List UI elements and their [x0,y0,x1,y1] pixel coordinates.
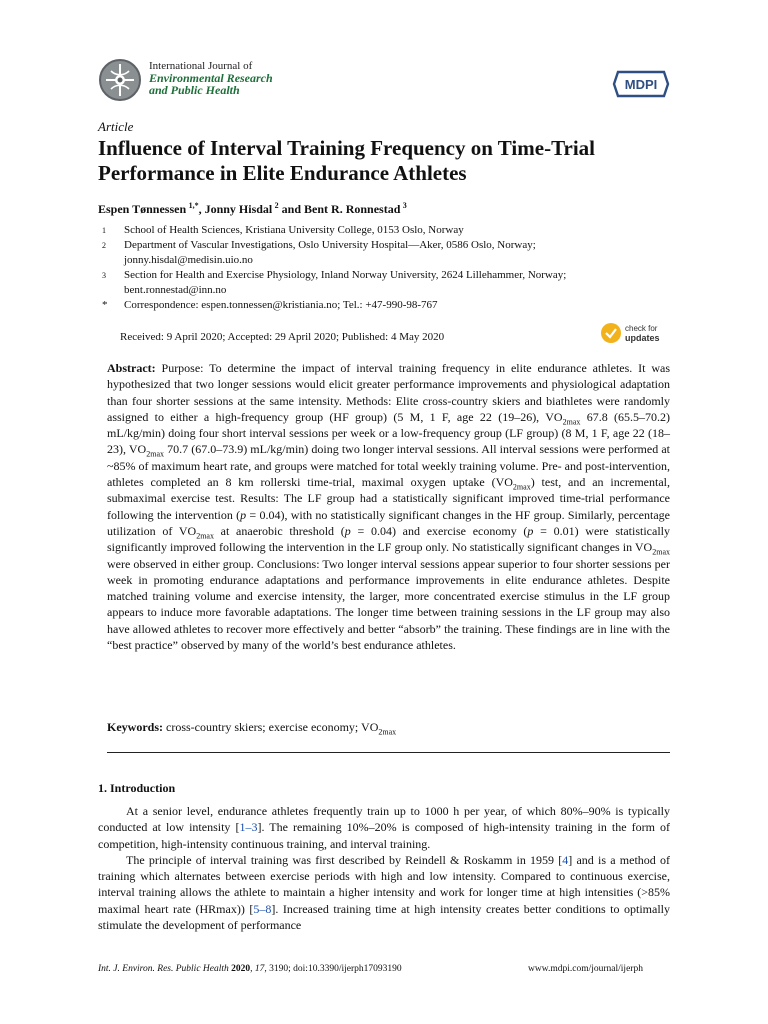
affiliation-item [102,238,662,268]
subscript: 2max [196,531,214,541]
author-name[interactable]: Jonny Hisdal [204,202,273,216]
abstract [107,360,670,653]
journal-title-line2: and Public Health [149,83,240,97]
footer-journal-abbr: Int. J. Environ. Res. Public Health [98,964,229,974]
italic-symbol: p [344,523,351,538]
journal-logo-icon [98,58,142,102]
affiliation-mark: 2 [102,241,106,250]
subscript: 2max [146,449,164,459]
footer-url-link[interactable]: www.mdpi.com/journal/ijerph [528,964,643,974]
citation-link[interactable]: 5–8 [253,901,272,916]
paragraph-text: ] and is a method of training which alternates between exercise periods with high and low intensity. Compared to continuous exercise, interval training allows the athlete to maintain a higher intensity and work for longer time at high intensities (>85% maximal heart rate (HRmax)) [ [98,852,670,916]
affiliation-text: Department of Vascular Investigations, Oslo University Hospital—Aker, 0586 Oslo, Norway; jonny.hisdal@medisin.uio.no [124,239,536,266]
abstract-label: Abstract: [107,361,156,375]
page-title: Influence of Interval Training Frequency on Time-Trial Performance in Elite Endurance Athletes [98,136,596,185]
correspondence-item [102,298,662,313]
affiliation-item [102,268,662,298]
correspondence-mark: * [102,299,108,311]
journal-name [149,60,273,96]
subscript: 2max [652,547,670,557]
paragraph-text: ]. Increased training time at high intensity creates better conditions to optimally stimulate the development of performance [98,901,670,933]
author-list [98,202,407,217]
italic-symbol: p [527,523,534,538]
section-heading: 1. Introduction [98,781,176,795]
check-updates-line2: updates [625,333,660,343]
keywords-label: Keywords: [107,720,163,734]
check-for-updates-button[interactable] [600,321,672,345]
subscript: 2max [562,417,581,427]
author-separator: , [198,202,205,216]
introduction-body [98,803,670,933]
author-name[interactable]: Espen Tønnessen [98,202,187,216]
paragraph-text: ]. The remaining 10%–20% is composed of high-intensity training in the form of competition, high-intensity continuous training, and interval training. [98,820,670,851]
journal-title-line1: Environmental Research [149,71,273,85]
author-affiliation-mark: 3 [402,201,407,210]
citation-link[interactable]: 1–3 [239,820,258,835]
author-affiliation-mark: 2 [274,201,279,210]
journal-prefix: International Journal of [149,60,253,72]
abstract-text: at anaerobic threshold ( [213,523,345,538]
abstract-text: ) test, and an incremental, submaximal exercise test. Results: The LF group had a statistically significant improved time-trial performance following the intervention ( [107,475,670,522]
article-type: Article [98,119,134,134]
section-divider [107,752,670,753]
paragraph [98,852,670,933]
abstract-text: = 0.04), with no statistically significant changes in the HF group. Similarly, percentage utilization of VO [107,507,670,538]
citation-link[interactable]: 4 [562,852,569,867]
affiliation-text: School of Health Sciences, Kristiana University College, 0153 Oslo, Norway [124,224,464,236]
abstract-text: = 0.04) and exercise economy ( [350,523,528,538]
paragraph-text: At a senior level, endurance athletes frequently train up to 1000 h per year, of which 80%–90% is typically conducted at low intensity [ [98,804,670,835]
author-separator: and [278,202,305,216]
mdpi-logo-text: MDPI [624,77,658,92]
paragraph [98,803,670,852]
author-affiliation-mark: 1,* [188,201,199,210]
affiliation-mark: 3 [102,271,106,280]
abstract-text: Purpose: To determine the impact of interval training frequency in elite endurance athletes. It was hypothesized that two longer sessions would elicit greater performance improvements and physiological adaptation than four shorter sessions at the same intensity. Methods: Elite cross-country skiers and biathletes were randomly assigned to either a high-frequency group (HF group) (5 M, 1 F, age 22 (19–26), VO [107,361,670,424]
author-name[interactable]: Bent R. Ronnestad [304,202,401,216]
footer-year: 2020 [231,964,251,974]
check-updates-icon [601,323,621,343]
keywords-text: cross-country skiers; exercise economy; VO [163,720,379,734]
footer-doi: , 3190; doi:10.3390/ijerph17093190 [264,964,402,974]
abstract-text: 70.7 (67.0–73.9) mL/kg/min) doing two longer interval sessions. All interval sessions were performed at ~85% of maximum heart rate, and groups were matched for total weekly training volume. Pre- and post-intervention, athletes completed an 8 km rollerski time-trial, maximal oxygen uptake (VO [107,442,670,490]
subscript: 2max [512,482,531,492]
italic-symbol: p [240,507,247,522]
abstract-text: were observed in either group. Conclusions: Two longer interval sessions appear superior to four shorter sessions per week in promoting endurance adaptations and performance improvements in elite endurance athletes. Despite matched training volume and exercise intensity, the larger, more concentrated exercise stimulus in the LF group appears to induce more favorable adaptations. The longer time between training sessions in the LF group may also have allowed athletes to recover more effectively and better “absorb” the training. These findings are in line with the “best practice” observed by many of the world’s best endurance athletes. [107,556,670,653]
affiliation-item [102,223,662,238]
affiliations [102,223,662,313]
check-updates-line1: check for [625,324,658,333]
subscript: 2max [378,727,397,737]
affiliation-text: Section for Health and Exercise Physiology, Inland Norway University, 2624 Lillehammer, Norway; bent.ronnestad@inn.no [124,269,567,296]
correspondence-text: Correspondence: espen.tonnessen@kristiania.no; Tel.: +47-990-98-767 [124,299,438,311]
footer-citation [98,964,402,974]
footer-volume: , 17 [250,964,265,974]
mdpi-logo [612,68,670,100]
abstract-text: 67.8 (65.5–70.2) mL/kg/min) doing four short interval sessions per week or a low-frequency group (LF group) (8 M, 1 F, age 22 (18–23), VO [107,409,670,457]
paragraph-text: The principle of interval training was first described by Reindell & Roskamm in 1959 [ [126,852,563,867]
publication-dates: Received: 9 April 2020; Accepted: 29 April 2020; Published: 4 May 2020 [120,331,445,343]
keywords [107,720,396,735]
abstract-text: = 0.01) were statistically significantly improved following the intervention in the LF group only. No statistically significant changes in VO [107,523,670,555]
affiliation-mark: 1 [102,226,106,235]
